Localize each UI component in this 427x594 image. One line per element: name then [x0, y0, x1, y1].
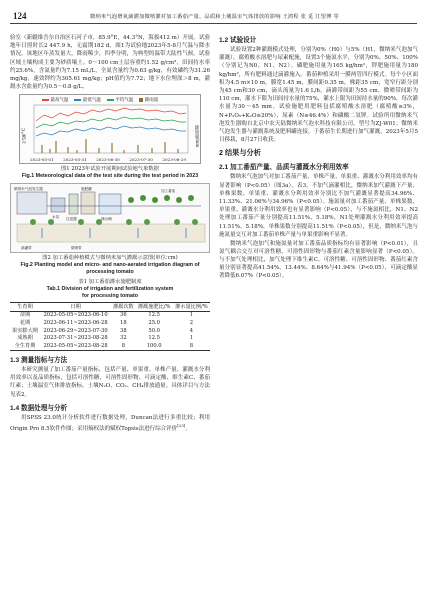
table1-caption-cn: 表1 加工番茄灌水施肥制度: [78, 279, 142, 286]
fig2-caption-en: Fig.2 Planting model and micro- and nano-aerated irrigation diagram of processing tomato: [20, 262, 200, 276]
y-axis-left-label: 气温/°C: [22, 128, 27, 144]
col-header: 生育期: [10, 303, 40, 312]
fig1-caption-en: Fig.1 Meteorological data of the test site during the test period in 2023: [21, 173, 199, 180]
table-row: 全生育期 2023-05-05~2023-08-28 8 100.0 8: [10, 342, 210, 350]
y-axis-right-label: 降雨量/mm: [194, 125, 199, 148]
legend-mean-temp: 平均气温: [115, 98, 134, 104]
label-tomato: 加工番茄: [161, 189, 176, 194]
table1-caption-en: Tab.1 Division of irrigation and fertilization system: [46, 286, 174, 293]
section-2-1-paragraph-b: 微纳米气泡加气和施氮量对加工番茄品质指标均有显著影响（P<0.01），且氮气耦合交互对可溶性糖、可溶性固形物与番茄红素含量影响显著（P<0.05）。与不加气处理相比，加气处理下维生素C、可溶性糖、可溶性固形物、番茄红素含量分别显著提高41.54%、13.44%、8.64%与41.94%（P<0.05），可滴定酸显著降低6.07%（P<0.05）。: [219, 240, 418, 280]
citation: [23]: [177, 422, 186, 428]
running-title: 微纳米气泡增氧滴灌加微喷灌对加工番茄产量、品质和土壤温室气体排放的影响 王鸿程 张 觅 江望博 等: [90, 14, 339, 20]
label-fertilizer-tank: 施肥罐: [81, 187, 92, 192]
fig2-caption-cn: 图2 加工番茄种植模式与微纳米加气灌溉示意图(单位:cm): [42, 255, 178, 262]
irrigation-table: [10, 302, 210, 350]
label-drip-tape: 滴灌带: [21, 246, 32, 251]
col-header: 灌溉次数: [112, 303, 134, 310]
section-1-2-heading: 1.2 试验设计: [219, 37, 257, 44]
fig1-caption-cn: 图1 2023年试验开展期间试验地气象数据: [61, 166, 159, 173]
section-1-2-paragraph: 试验设置2种灌溉模式处理，分别为0%（H0）与5%（H1，微纳米气泡加气灌溉），腐殖酸水溶肥与尿素配施，设置3个施氮水平，分别为0%、50%、100%（分别记为N0、N1、N2）。磷肥施用量为165 kg/hm²，钾肥施用量为180 kg/hm²，所有肥料通过滴灌施入。番茄种植采用一膜两管四行模式。每个小区面积为4.5 m×10 m，膜宽1.45 m，膜间距0.35 m，株距35 cm，宽窄行距分别为45 cm和30 cm，滴头流量为1.6 L/h，滴灌带间距为55 cm，微喷带间距为110 cm，灌水下限为田间持水量的75%，灌水上限为田间持水量的90%，每次灌水量为30～45 mm。试验施肥用肥料包括腐殖酸水溶肥（腐殖酸≥3%，N+P₂O₅+K₂O≥20%）、尿素（N≥46.4%）和磷酸二氢钾。试验所用微纳米气泡发生器购自北京中农天陆微纳米气泡水科技有限公司，型号为ZJ-W01；微纳米气泡发生器与灌溉系统及肥料罐连接，于番茄生长期进行加气灌溉。2023年5月5日移栽，8月27日收获。: [219, 47, 418, 144]
section-1-3-paragraph: 本研究测量了加工番茄产量指标，包括产量、单果重、单株产量、灌溉水分利用效率以及品质指标，包括可溶性糖、可溶性固形物、可滴定酸、维生素C、番茄红素；土壤温室气体排放指标，土壤N₂O、CO₂、CH₄排放通量。具体详目与方法见表2。: [10, 366, 210, 398]
label-filter: 过滤器: [66, 217, 77, 222]
col-header: 日期: [40, 303, 111, 312]
site-paragraph: 验室（新疆维吾尔自治区石河子市，85.9°E，44.3°N，海拔412 m）开展。试验地年日照时长2 447.9 h，无霜期182 d，图1为试验地2023年5-8月气温与降水情况。该地区年蒸发量大，降雨稀少，四季分明，为典型的温带大陆性气候。试验区域土壤构成主要为砂质壤土。0～100 cm土层容重约1.52 g/cm³，田间持水率约25.6%，含氮量约为7.15 mL/L，全氮含量约为0.63 g/kg，有效磷约为31.26 mg/kg，速效钾约为305.61 mg/kg；pH值约为7.72；地下水位埋深＞8 m，灌溉水含盐量约为0.5～0.8 g/L。: [10, 35, 210, 91]
table-row: 成熟期 2023-07-31~2023-08-28 32 12.5 1: [17, 335, 194, 342]
irrigation-diagram: [10, 183, 210, 253]
label-generator: 微纳米气泡发生器: [14, 187, 43, 192]
legend-max-temp: 最高气温: [50, 98, 69, 104]
section-1-3-heading: 1.3 测量指标与方法: [10, 356, 68, 364]
table-row: 果实膨大期 2023-06-29~2023-07-30 38 50.0 4: [12, 327, 194, 334]
table-row: 苗期 2023-05-05~2023-06-10 36 12.5 1: [19, 312, 194, 319]
table1-caption-en2: for processing tomato: [82, 293, 138, 300]
section-2-heading: 2 结果与分析: [219, 148, 261, 158]
section-2-1-paragraph-a: 微纳米气泡加气对加工番茄产量、单株产量、单果重、灌溉水分利用效率均有显著影响（P<0.05）（图3a）。表3，不加气滴灌相比，微纳米加气灌溉下产量、单株果数、单果重、灌溉水分利用效率分别比不加气灌溉显著提高34.96%、11.33%、21.06%与34.96%（P<0.05）。施氮量对加工番茄产量、单株果数、单果重、灌溉水分利用效率也有显著影响（P<0.05），与不施氮相比，N1、N2处理加工番茄产量分别提高11.51%、5.18%，N1处理灌溉水分利用效率提高11.51%、5.18%，单株果数分别提高11.51%（P<0.05），但是，微纳米气泡与施氮量交互对加工番茄单株产量与单果重影响不显著。: [219, 174, 418, 238]
page-number: 124: [13, 11, 27, 21]
table-row: 花期 2023-06-11~2023-06-28 18 25.0 2: [19, 319, 194, 326]
left-column: [10, 34, 210, 433]
x-axis-ticks: 2023-05-01 2023-05-31 2023-06-30 2023-07-30 2023-08-29: [30, 157, 186, 163]
legend-min-temp: 最低气温: [82, 98, 101, 104]
weather-plot-svg: [20, 95, 202, 165]
col-header: 灌溉施肥比/%: [136, 303, 173, 312]
legend-rain: 降雨量: [144, 98, 159, 104]
section-1-4-heading: 1.4 数据处理与分析: [10, 404, 68, 412]
running-header: [10, 10, 417, 24]
section-2-1-heading: 2.1 加工番茄产量、品质与灌溉水分利用效率: [219, 164, 349, 172]
section-1-4-paragraph: 用SPSS 23.0统计分析软件进行数据处理，Duncan法进行多重比较；利用Origin Pro 8.5软件作图；采用熵权法的赋权Topsis法进行综合评价[23]。: [10, 414, 210, 432]
label-pump: 水泵: [52, 215, 60, 220]
label-water-tank: 储水桶: [101, 217, 112, 222]
right-column: [219, 34, 418, 281]
col-header: 灌水量比例/%: [173, 303, 210, 312]
weather-chart: [19, 94, 201, 164]
label-spray-tape: 微喷带: [71, 246, 82, 251]
